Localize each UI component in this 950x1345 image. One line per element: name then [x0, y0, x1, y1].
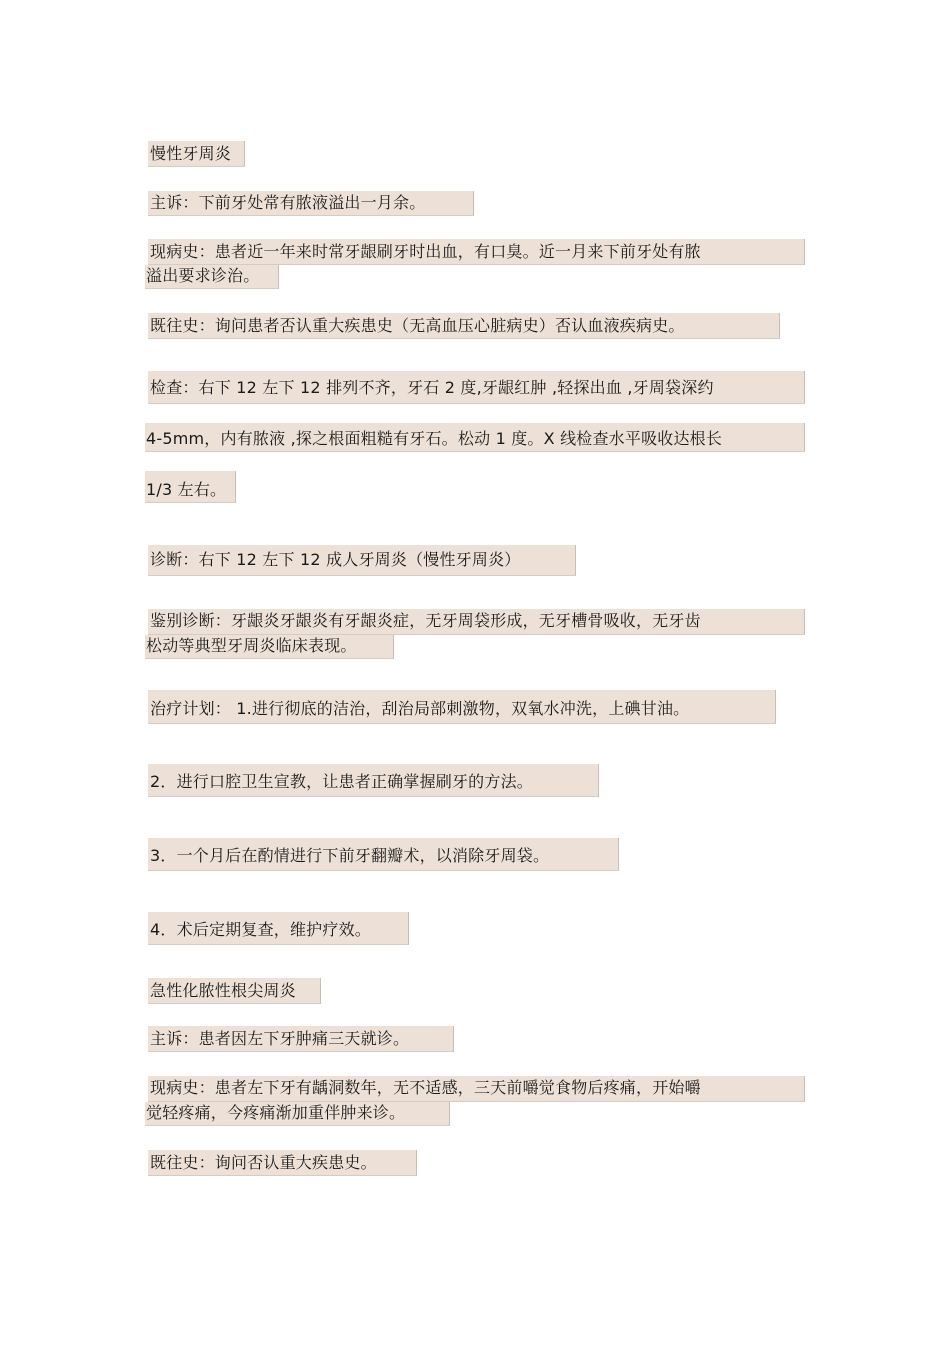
chief-complaint: 主诉：下前牙处常有脓液溢出一月余。	[150, 193, 426, 212]
section-title: 慢性牙周炎	[150, 144, 232, 163]
treatment-plan-3: 3．一个月后在酌情进行下前牙翻瓣术，以消除牙周袋。	[150, 846, 550, 865]
present-illness-line-2: 溢出要求诊治。	[146, 266, 260, 285]
present-illness-line-1: 现病史：患者近一年来时常牙龈刷牙时出血，有口臭。近一月来下前牙处有脓	[150, 242, 701, 261]
exam-line-2: 4-5mm，内有脓液 ,探之根面粗糙有牙石。松动 1 度。X 线检查水平吸收达根长	[146, 429, 723, 448]
differential-line-1: 鉴别诊断：牙龈炎牙龈炎有牙龈炎症，无牙周袋形成，无牙槽骨吸收，无牙齿	[150, 611, 701, 630]
differential-line-2: 松动等典型牙周炎临床表现。	[146, 636, 357, 655]
past-history: 既往史：询问患者否认重大疾患史（无高血压心脏病史）否认血液疾病史。	[150, 316, 685, 335]
present-illness-line-2: 觉轻疼痛，今疼痛渐加重伴肿来诊。	[146, 1103, 406, 1122]
treatment-plan-4: 4．术后定期复查，维护疗效。	[150, 920, 371, 939]
section-title: 急性化脓性根尖周炎	[150, 981, 296, 1000]
treatment-plan-2: 2．进行口腔卫生宣教，让患者正确掌握刷牙的方法。	[150, 772, 533, 791]
present-illness-line-1: 现病史：患者左下牙有龋洞数年，无不适感，三天前嚼觉食物后疼痛，开始嚼	[150, 1078, 701, 1097]
diagnosis: 诊断：右下 12 左下 12 成人牙周炎（慢性牙周炎）	[150, 550, 521, 569]
exam-line-3: 1/3 左右。	[146, 480, 227, 499]
past-history: 既往史：询问否认重大疾患史。	[150, 1153, 377, 1172]
treatment-plan-1: 治疗计划： 1.进行彻底的洁治，刮治局部刺激物，双氧水冲洗，上碘甘油。	[150, 699, 690, 718]
exam-line-1: 检查：右下 12 左下 12 排列不齐，牙石 2 度,牙龈红肿 ,轻探出血 ,牙周袋深约	[150, 378, 714, 397]
chief-complaint: 主诉：患者因左下牙肿痛三天就诊。	[150, 1029, 410, 1048]
